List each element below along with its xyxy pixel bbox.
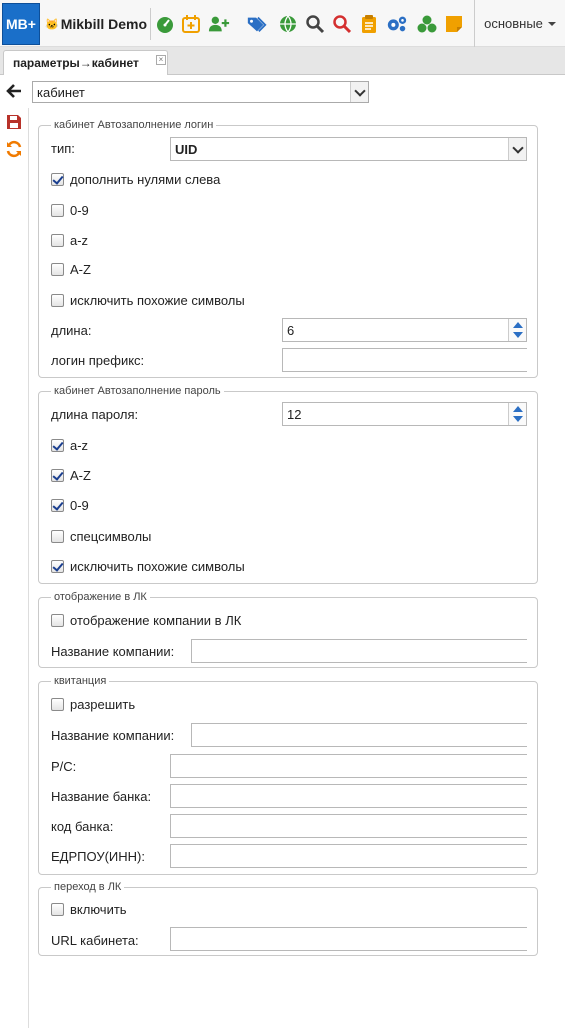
toolbar-divider: [150, 8, 151, 40]
globe-icon[interactable]: [277, 13, 299, 35]
length-spinner[interactable]: [282, 318, 527, 342]
special-chars-checkbox[interactable]: [51, 530, 64, 543]
checkbox-label: 0-9: [70, 202, 89, 218]
top-toolbar: [0, 0, 565, 47]
cat-icon: 🐱: [45, 18, 59, 31]
brand-name: Mikbill Demo: [60, 16, 148, 32]
tab-strip: [0, 47, 565, 75]
sticky-note-icon[interactable]: [443, 13, 465, 35]
receipt-company-label: Название компании:: [51, 728, 175, 743]
back-arrow-icon[interactable]: [5, 82, 23, 103]
fieldset-legend: квитанция: [51, 675, 109, 688]
calendar-add-icon[interactable]: [180, 13, 202, 35]
receipt-fieldset: [38, 675, 538, 875]
length-value: 6: [287, 323, 295, 338]
pad-zeros-checkbox-row[interactable]: [51, 169, 220, 189]
checkbox-label: A-Z: [70, 467, 91, 483]
section-select-value: кабинет: [37, 85, 85, 100]
password-length-label: длина пароля:: [51, 407, 139, 422]
show-company-checkbox[interactable]: [51, 614, 64, 627]
receipt-company-input[interactable]: [191, 723, 527, 747]
save-icon[interactable]: [6, 114, 22, 133]
pass-special-checkbox-row[interactable]: [51, 526, 151, 546]
main-menu-dropdown[interactable]: [474, 0, 565, 47]
exclude-similar-checkbox[interactable]: [51, 560, 64, 573]
app-logo[interactable]: MB+: [2, 3, 40, 45]
allow-receipt-checkbox-row[interactable]: [51, 694, 135, 714]
allow-checkbox[interactable]: [51, 698, 64, 711]
password-autofill-fieldset: [38, 385, 538, 584]
length-label: длина:: [51, 323, 92, 338]
caret-down-icon: [548, 22, 556, 26]
type-label: тип:: [51, 141, 75, 156]
account-label: Р/С:: [51, 759, 77, 774]
clipboard-icon[interactable]: [358, 13, 380, 35]
chevron-down-icon[interactable]: [350, 82, 368, 102]
login-autofill-fieldset: [38, 119, 538, 378]
bank-name-label: Название банка:: [51, 789, 152, 804]
brand-link[interactable]: [45, 16, 147, 32]
checkbox-label: 0-9: [70, 497, 89, 513]
section-select[interactable]: [32, 81, 369, 103]
login-exclude-checkbox-row[interactable]: [51, 290, 245, 310]
digits-checkbox[interactable]: [51, 499, 64, 512]
exclude-similar-checkbox[interactable]: [51, 294, 64, 307]
cabinet-url-input[interactable]: [170, 927, 527, 951]
cubes-icon[interactable]: [416, 13, 438, 35]
search-red-icon[interactable]: [331, 13, 353, 35]
bank-code-input[interactable]: [170, 814, 527, 838]
settings-gears-icon[interactable]: [386, 13, 408, 35]
tab-params-cabinet[interactable]: [3, 50, 168, 75]
checkbox-label: дополнить нулями слева: [70, 171, 221, 187]
pass-lower-checkbox-row[interactable]: [51, 435, 88, 455]
company-name-label: Название компании:: [51, 644, 175, 659]
lowercase-checkbox[interactable]: [51, 234, 64, 247]
checkbox-label: a-z: [70, 232, 89, 248]
checkbox-label: A-Z: [70, 261, 91, 277]
edrpou-input[interactable]: [170, 844, 527, 868]
type-select[interactable]: [170, 137, 527, 161]
pad-zeros-checkbox[interactable]: [51, 173, 64, 186]
fieldset-legend: отображение в ЛК: [51, 591, 150, 604]
goto-lk-fieldset: [38, 881, 538, 956]
uppercase-checkbox[interactable]: [51, 263, 64, 276]
pass-exclude-checkbox-row[interactable]: [51, 556, 245, 576]
pass-upper-checkbox-row[interactable]: [51, 465, 91, 485]
section-selector-row: [0, 79, 565, 105]
uppercase-checkbox[interactable]: [51, 469, 64, 482]
checkbox-label: a-z: [70, 437, 89, 453]
tab-label: параметры→кабинет: [13, 56, 139, 70]
left-action-gutter: [0, 108, 29, 1028]
fieldset-legend: кабинет Автозаполнение логин: [51, 119, 216, 132]
show-company-checkbox-row[interactable]: [51, 610, 241, 630]
spinner-arrows-icon[interactable]: [508, 319, 526, 341]
bank-name-input[interactable]: [170, 784, 527, 808]
password-length-value: 12: [287, 407, 302, 422]
account-input[interactable]: [170, 754, 527, 778]
close-icon[interactable]: ×: [156, 55, 166, 65]
checkbox-label: исключить похожие символы: [70, 558, 245, 574]
cabinet-url-label: URL кабинета:: [51, 933, 139, 948]
dashboard-icon[interactable]: [154, 13, 176, 35]
checkbox-label: включить: [70, 901, 127, 917]
fieldset-legend: переход в ЛК: [51, 881, 124, 894]
digits-checkbox[interactable]: [51, 204, 64, 217]
enable-checkbox-row[interactable]: [51, 899, 127, 919]
refresh-icon[interactable]: [5, 140, 23, 161]
checkbox-label: разрешить: [70, 696, 136, 712]
bank-code-label: код банка:: [51, 819, 114, 834]
spinner-arrows-icon[interactable]: [508, 403, 526, 425]
search-icon[interactable]: [304, 13, 326, 35]
main-menu-label: основные: [484, 16, 543, 31]
login-prefix-label: логин префикс:: [51, 353, 145, 368]
lowercase-checkbox[interactable]: [51, 439, 64, 452]
enable-checkbox[interactable]: [51, 903, 64, 916]
login-upper-checkbox-row[interactable]: [51, 259, 91, 279]
login-prefix-input[interactable]: [282, 348, 527, 372]
login-lower-checkbox-row[interactable]: [51, 230, 88, 250]
add-user-icon[interactable]: [208, 13, 230, 35]
type-select-value: UID: [175, 142, 198, 157]
tags-icon[interactable]: [246, 13, 268, 35]
chevron-down-icon[interactable]: [508, 138, 526, 160]
pass-digits-checkbox-row[interactable]: [51, 495, 89, 515]
checkbox-label: спецсимволы: [70, 528, 152, 544]
edrpou-label: ЕДРПОУ(ИНН):: [51, 849, 145, 864]
fieldset-legend: кабинет Автозаполнение пароль: [51, 385, 224, 398]
login-digits-checkbox-row[interactable]: [51, 200, 89, 220]
checkbox-label: исключить похожие символы: [70, 292, 245, 308]
display-in-lk-fieldset: [38, 591, 538, 668]
company-name-input[interactable]: [191, 639, 527, 663]
password-length-spinner[interactable]: [282, 402, 527, 426]
checkbox-label: отображение компании в ЛК: [70, 612, 242, 628]
